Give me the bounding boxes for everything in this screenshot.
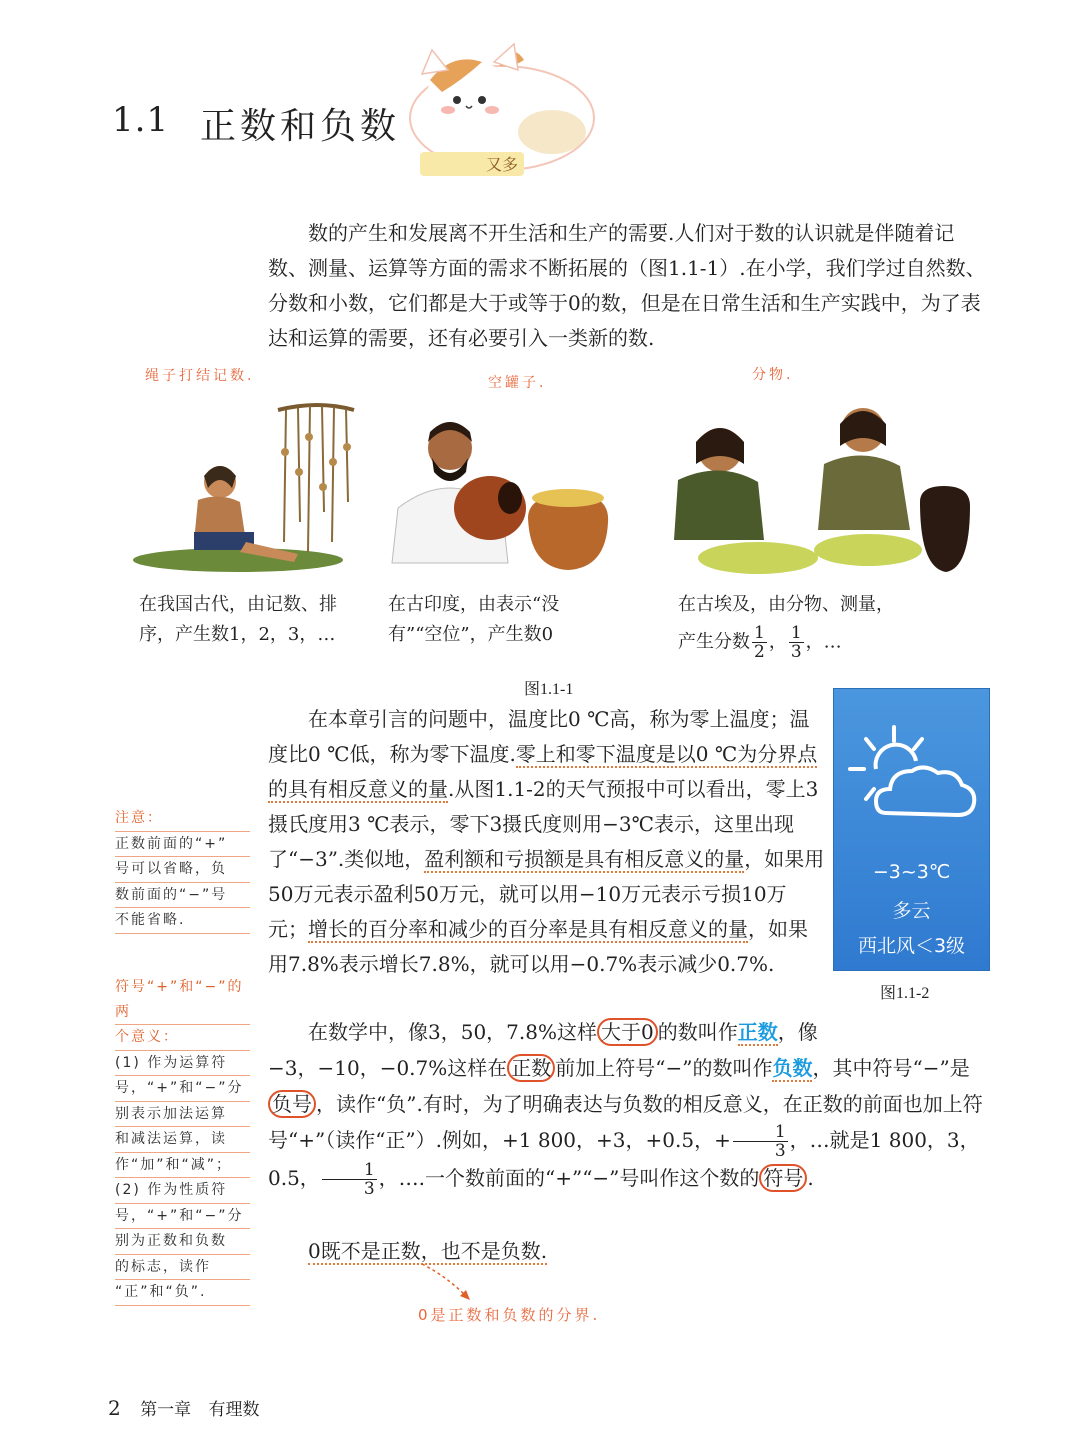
- p3-text: ，其中符号“−”是: [812, 1056, 970, 1080]
- note2-line: 别为正数和负数: [115, 1229, 250, 1255]
- fraction-one-third-a: $\frac{1}{3}$: [733, 1123, 788, 1160]
- note2-line: “正”和“负”.: [115, 1280, 250, 1306]
- term-positive-number: 正数: [737, 1020, 778, 1044]
- annotation-jar: 空罐子.: [488, 375, 547, 391]
- p3-text: ，….一个数前面的“+”“−”号叫作这个数的: [378, 1166, 760, 1190]
- page-number: 2: [108, 1396, 121, 1420]
- weather-temperature: −3~3℃: [872, 861, 951, 883]
- illustration-zero-jar: [378, 398, 613, 583]
- p2-text: 在本章引言的问题中，温度比0 ℃高，称为零上温度；温度比0 ℃低，称为零下温度.: [268, 707, 810, 766]
- note2-line: 号，“+”和“−”分: [115, 1204, 250, 1230]
- zero-statement: 0既不是正数，也不是负数.: [308, 1239, 548, 1263]
- zero-note-arrow: [418, 1260, 478, 1304]
- partly-cloudy-icon: [846, 723, 978, 833]
- section-number: 1.1: [112, 100, 170, 140]
- note1-line: 不能省略.: [115, 908, 250, 934]
- note1-line: 正数前面的“+”: [115, 832, 250, 858]
- caption-china: [139, 590, 369, 650]
- page-footer: [108, 1395, 260, 1420]
- note2-line: (1) 作为运算符: [115, 1051, 250, 1077]
- p3-text: ，读作“负”.有时，为了明确表达与负数的相反意义，在正数的前面也加上符号“+”（读作“正”）.例如，+1 800，+3，+0.5，+: [268, 1092, 983, 1152]
- illustration-knot-counting: [128, 392, 363, 577]
- caption-egypt-line1: 在古埃及，由分物、测量，: [678, 594, 894, 615]
- p3-text: 前加上符号“−”的数叫作: [555, 1056, 773, 1080]
- caption-egypt-ellipsis: …: [823, 631, 842, 653]
- sticker-text: 又多: [486, 155, 519, 174]
- note2-line: 别表示加法运算: [115, 1102, 250, 1128]
- note1-line: 数前面的“−”号: [115, 883, 250, 909]
- note2-title-line2: 个意义：: [115, 1025, 250, 1051]
- p2-underline: 零上和零下温度是以0 ℃为分界点的具有相反意义的量: [268, 742, 818, 801]
- fraction-one-third: $\frac{1}{3}$: [790, 623, 802, 662]
- p3-text: ，…就是1 800，3，0.5，: [268, 1128, 980, 1190]
- figure-label-1: 图1.1-1: [524, 681, 574, 698]
- note1-title: 注意：: [115, 806, 250, 832]
- weather-condition: 多云: [892, 900, 931, 922]
- p2-underline: 增长的百分率和减少的百分率是具有相反意义的量: [308, 917, 748, 941]
- note2-line: 的标志，读作: [115, 1255, 250, 1281]
- cat-sticker: [402, 40, 602, 180]
- p2-underline: 盈利额和亏损额是具有相反意义的量: [424, 847, 745, 871]
- intro-paragraph: [268, 216, 990, 356]
- note2-title-line1: 符号“+”和“−”的两: [115, 975, 250, 1025]
- caption-egypt: [678, 590, 958, 661]
- figure-label-2: 图1.1-2: [880, 985, 930, 1002]
- caption-egypt-line2: 产生分数 $\frac{1}{2}$ ， $\frac{1}{3}$ ，…: [678, 623, 842, 662]
- zero-paragraph: [268, 1234, 990, 1269]
- illustration-dividing: [648, 390, 983, 585]
- caption-india: [388, 590, 618, 650]
- p3-text: .: [807, 1166, 814, 1190]
- fraction-one-third-b: $\frac{1}{3}$: [322, 1161, 377, 1198]
- annotation-knots: 绳子打结记数.: [145, 368, 255, 384]
- section-title: 正数和负数: [200, 106, 401, 147]
- caption-india-line2: 有”“空位”，产生数0: [388, 624, 554, 645]
- p3-text: 在数学中，像3，50，7.8%这样: [308, 1020, 597, 1044]
- note1-line: 号可以省略，负: [115, 857, 250, 883]
- note2-line: 和减法运算，读: [115, 1127, 250, 1153]
- caption-china-line1: 在我国古代，由记数、排: [139, 594, 337, 615]
- opposite-quantities-paragraph: [268, 702, 826, 982]
- caption-china-line2: 序，产生数1，2，3，…: [139, 624, 336, 645]
- note-plus-minus-omission: [115, 806, 250, 934]
- annotation-divide: 分物.: [752, 367, 794, 383]
- weather-forecast-card: [833, 688, 990, 971]
- caption-egypt-text: 产生分数: [678, 631, 750, 653]
- zero-boundary-note: 0是正数和负数的分界.: [418, 1306, 601, 1324]
- fraction-one-half: $\frac{1}{2}$: [754, 623, 765, 662]
- term-negative-number: 负数: [772, 1056, 813, 1080]
- chapter-label: 第一章: [140, 1400, 192, 1420]
- chapter-title: 有理数: [208, 1400, 260, 1420]
- circled-negative-sign: 负号: [268, 1090, 316, 1118]
- circled-positive-word: 正数: [507, 1054, 555, 1082]
- weather-wind: 西北风＜3级: [857, 935, 966, 957]
- definition-paragraph: [268, 1014, 990, 1198]
- caption-india-line1: 在古印度，由表示“没: [388, 594, 560, 615]
- p2-text: .从图1.1-2的天气预报中可以看出，零上3摄氏度用3 ℃表示，零下3摄氏度则用−3℃表示，这里出现了“−3”.类似地，: [268, 777, 819, 871]
- note-sign-meanings: [115, 975, 250, 1306]
- circled-greater-than-zero: 大于0: [597, 1018, 658, 1046]
- note2-line: 作“加”和“减”；: [115, 1153, 250, 1179]
- circled-sign-word: 符号: [759, 1164, 807, 1192]
- p2-text: ，如果用7.8%表示增长7.8%，就可以用−0.7%表示减少0.7%.: [268, 917, 808, 976]
- note2-line: (2) 作为性质符: [115, 1178, 250, 1204]
- p3-text: ，像−3，−10，−0.7%这样在: [268, 1020, 818, 1080]
- p3-text: 的数叫作: [657, 1020, 738, 1044]
- note2-line: 号，“+”和“−”分: [115, 1076, 250, 1102]
- intro-text: 数的产生和发展离不开生活和生产的需要.人们对于数的认识就是伴随着记数、测量、运算等方面的需求不断拓展的（图1.1-1）.在小学，我们学过自然数、分数和小数，它们都是大于或等于0的数，但是在日常生活和生产实践中，为了表达和运算的需要，还有必要引入一类新的数.: [268, 221, 986, 350]
- p2-text: ，如果用50万元表示盈利50万元，就可以用−10万元表示亏损10万元；: [268, 847, 825, 941]
